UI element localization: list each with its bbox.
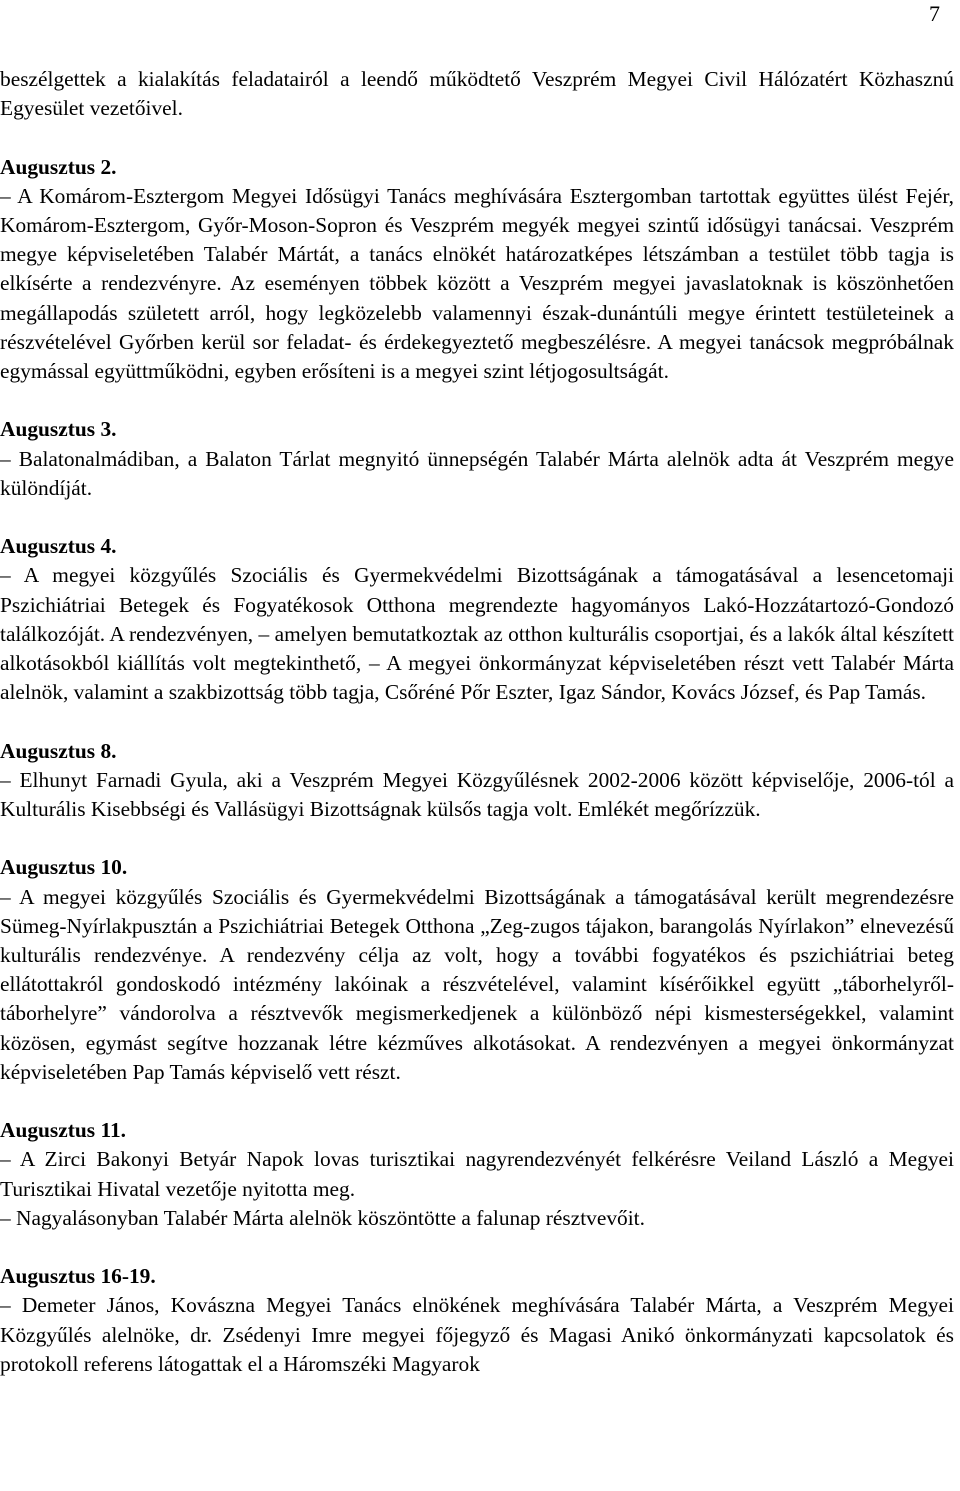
document-body — [0, 65, 954, 1408]
entry-paragraph: – A Zirci Bakonyi Betyár Napok lovas turisztikai nagyrendezvényét felkérésre Veiland László a Megyei Turisztikai Hivatal vezetője nyitotta meg. — [0, 1147, 954, 1201]
entry-heading: Augusztus 11. — [0, 1118, 127, 1143]
entry-heading: Augusztus 4. — [0, 534, 117, 559]
entry-paragraph: – A megyei közgyűlés Szociális és Gyermekvédelmi Bizottságának a támogatásával került megrendezésre Sümeg-Nyírlakpusztán a Pszichiátriai Betegek Otthona „Zeg-zugos tájakon, barangolás Nyírlakon” elnevezésű kulturális rendezvénye. A rendezvény célja az volt, hogy a további fogyatékos és pszichiátriai beteg ellátottakról gondoskodó intézmény lakóinak a részvételével, valamint kísérőikkel együtt „táborhelyről-táborhelyre” vándorolva a résztvevők megismerkedjenek a különböző népi kismesterségekkel, valamint közösen, egymást segítve hozzanak létre kézműves alkotásokat. A rendezvényen a megyei önkormányzat képviseletében Pap Tamás képviselő vett részt. — [0, 884, 954, 1084]
entry-aug-16-19 — [0, 1262, 954, 1379]
entry-aug-3 — [0, 415, 954, 503]
entry-heading: Augusztus 3. — [0, 417, 117, 442]
intro-paragraph: beszélgettek a kialakítás feladatairól a leendő működtető Veszprém Megyei Civil Hálózatért Közhasznú Egyesület vezetőivel. — [0, 67, 954, 121]
entry-heading: Augusztus 2. — [0, 154, 117, 179]
entry-heading: Augusztus 8. — [0, 738, 117, 763]
entry-paragraph: – Elhunyt Farnadi Gyula, aki a Veszprém Megyei Közgyűlésnek 2002-2006 között képviselője, 2006-tól a Kulturális Kisebbségi és Vallásügyi Bizottságnak külsős tagja volt. Emlékét megőrízzük. — [0, 767, 954, 822]
entry-paragraph: – Balatonalmádiban, a Balaton Tárlat megnyitó ünnepségén Talabér Márta alelnök adta át Veszprém megye különdíját. — [0, 446, 954, 500]
page-number: 7 — [929, 1, 940, 26]
entry-paragraph: – Demeter János, Kovászna Megyei Tanács elnökének meghívására Talabér Márta, a Veszprém Megyei Közgyűlés alelnöke, dr. Zsédenyi Imre megyei főjegyző és Magasi Anikó önkormányzati kapcsolatok és protokoll referens látogattak el a Háromszéki Magyarok — [0, 1293, 954, 1376]
entry-aug-10 — [0, 853, 954, 1087]
entry-aug-11 — [0, 1116, 954, 1233]
entry-paragraph: – Nagyalásonyban Talabér Márta alelnök köszöntötte a falunap résztvevőit. — [0, 1205, 645, 1230]
entry-aug-8 — [0, 737, 954, 825]
entry-aug-2 — [0, 153, 954, 387]
entry-paragraph: – A Komárom-Esztergom Megyei Idősügyi Tanács meghívására Esztergomban tartottak együttes ülést Fejér, Komárom-Esztergom, Győr-Moson-Sopron és Veszprém megyék megyei szintű idősügyi tanácsai. Veszprém megye képviseletében Talabér Mártát, a tanács elnökét határozatképes létszámban a testület több tagja is elkísérte a rendezvényre. Az eseményen többek között a Veszprém megyei javaslatoknak is köszönhetően megállapodás született arról, hogy legközelebb valamennyi észak-dunántúli megye érintett testületeinek a részvételével Győrben kerül sor feladat- és érdekegyeztető megbeszélésre. A megyei tanácsok megpróbálnak egymással együttműködni, egyben erősíteni is a megyei szint létjogosultságát. — [0, 183, 954, 384]
entry-aug-4 — [0, 532, 954, 707]
entry-paragraph: – A megyei közgyűlés Szociális és Gyermekvédelmi Bizottságának a támogatásával a lesencetomaji Pszichiátriai Betegek és Fogyatékosok Otthona megrendezte hagyományos Lakó-Hozzátartozó-Gondozó találkozóját. A rendezvényen, – amelyen bemutatkoztak az otthon kulturális csoportjai, és a lakók által készített alkotásokból kiállítás volt megtekinthető, – A megyei önkormányzat képviseletében részt vett Talabér Márta alelnök, valamint a szakbizottság több tagja, Csőréné Pőr Eszter, Igaz Sándor, Kovács József, és Pap Tamás. — [0, 563, 954, 705]
entry-heading: Augusztus 10. — [0, 855, 128, 880]
entry-heading: Augusztus 16-19. — [0, 1264, 156, 1289]
